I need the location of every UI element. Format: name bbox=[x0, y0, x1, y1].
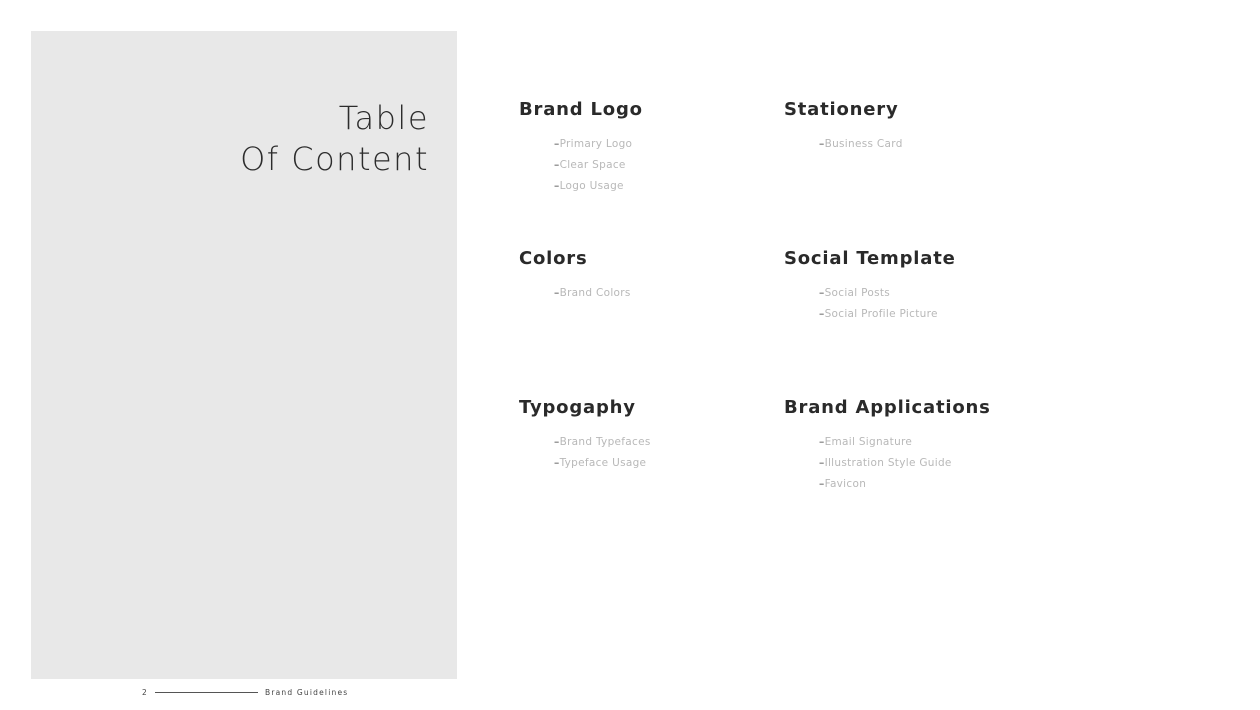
section-brand-logo bbox=[519, 99, 643, 197]
section-title: Colors bbox=[519, 248, 588, 269]
sub-list bbox=[819, 432, 991, 495]
footer-divider bbox=[155, 692, 258, 693]
sub-list bbox=[554, 134, 643, 197]
sub-item-label: Social Posts bbox=[824, 287, 891, 299]
sub-list bbox=[819, 134, 903, 155]
sub-item-label: Favicon bbox=[824, 478, 867, 490]
dash: – bbox=[554, 159, 560, 171]
page-number: 2 bbox=[142, 688, 148, 697]
page-title-line-1: Table bbox=[338, 99, 429, 137]
dash: – bbox=[554, 180, 560, 192]
dash: – bbox=[554, 436, 560, 448]
sub-item-label: Brand Typefaces bbox=[559, 436, 651, 448]
sub-item-label: Brand Colors bbox=[559, 287, 631, 299]
section-title: Typogaphy bbox=[519, 397, 636, 418]
section-title: Stationery bbox=[784, 99, 899, 120]
dash: – bbox=[819, 478, 825, 490]
sub-list bbox=[554, 283, 631, 304]
sub-item-label: Primary Logo bbox=[559, 138, 633, 150]
page-title-line-2: Of Content bbox=[240, 140, 429, 178]
sub-item bbox=[554, 432, 651, 453]
section-title: Social Template bbox=[784, 248, 956, 269]
footer-label: Brand Guidelines bbox=[264, 688, 349, 697]
section-title: Brand Applications bbox=[784, 397, 991, 418]
sub-item bbox=[819, 474, 991, 495]
sub-item bbox=[819, 453, 991, 474]
section-social-template bbox=[784, 248, 956, 325]
sub-item bbox=[819, 432, 991, 453]
dash: – bbox=[819, 308, 825, 320]
dash: – bbox=[819, 287, 825, 299]
section-typography bbox=[519, 397, 651, 474]
sub-item-label: Business Card bbox=[824, 138, 903, 150]
sub-list bbox=[554, 432, 651, 474]
sub-item-label: Typeface Usage bbox=[559, 457, 647, 469]
page-title bbox=[240, 98, 429, 180]
sub-item bbox=[554, 134, 643, 155]
sub-item bbox=[819, 283, 956, 304]
sub-item-label: Logo Usage bbox=[559, 180, 624, 192]
sub-list bbox=[819, 283, 956, 325]
dash: – bbox=[554, 287, 560, 299]
page-footer bbox=[142, 688, 348, 697]
sub-item bbox=[554, 155, 643, 176]
left-panel bbox=[31, 31, 457, 679]
sub-item bbox=[554, 176, 643, 197]
section-title: Brand Logo bbox=[519, 99, 643, 120]
section-brand-applications bbox=[784, 397, 991, 495]
dash: – bbox=[819, 436, 825, 448]
dash: – bbox=[554, 138, 560, 150]
sub-item-label: Email Signature bbox=[824, 436, 913, 448]
dash: – bbox=[819, 457, 825, 469]
section-stationery bbox=[784, 99, 903, 155]
section-colors bbox=[519, 248, 631, 304]
sub-item bbox=[554, 453, 651, 474]
sub-item bbox=[819, 134, 903, 155]
sub-item-label: Illustration Style Guide bbox=[824, 457, 952, 469]
sub-item bbox=[819, 304, 956, 325]
sub-item bbox=[554, 283, 631, 304]
sub-item-label: Clear Space bbox=[559, 159, 626, 171]
sub-item-label: Social Profile Picture bbox=[824, 308, 938, 320]
dash: – bbox=[819, 138, 825, 150]
dash: – bbox=[554, 457, 560, 469]
